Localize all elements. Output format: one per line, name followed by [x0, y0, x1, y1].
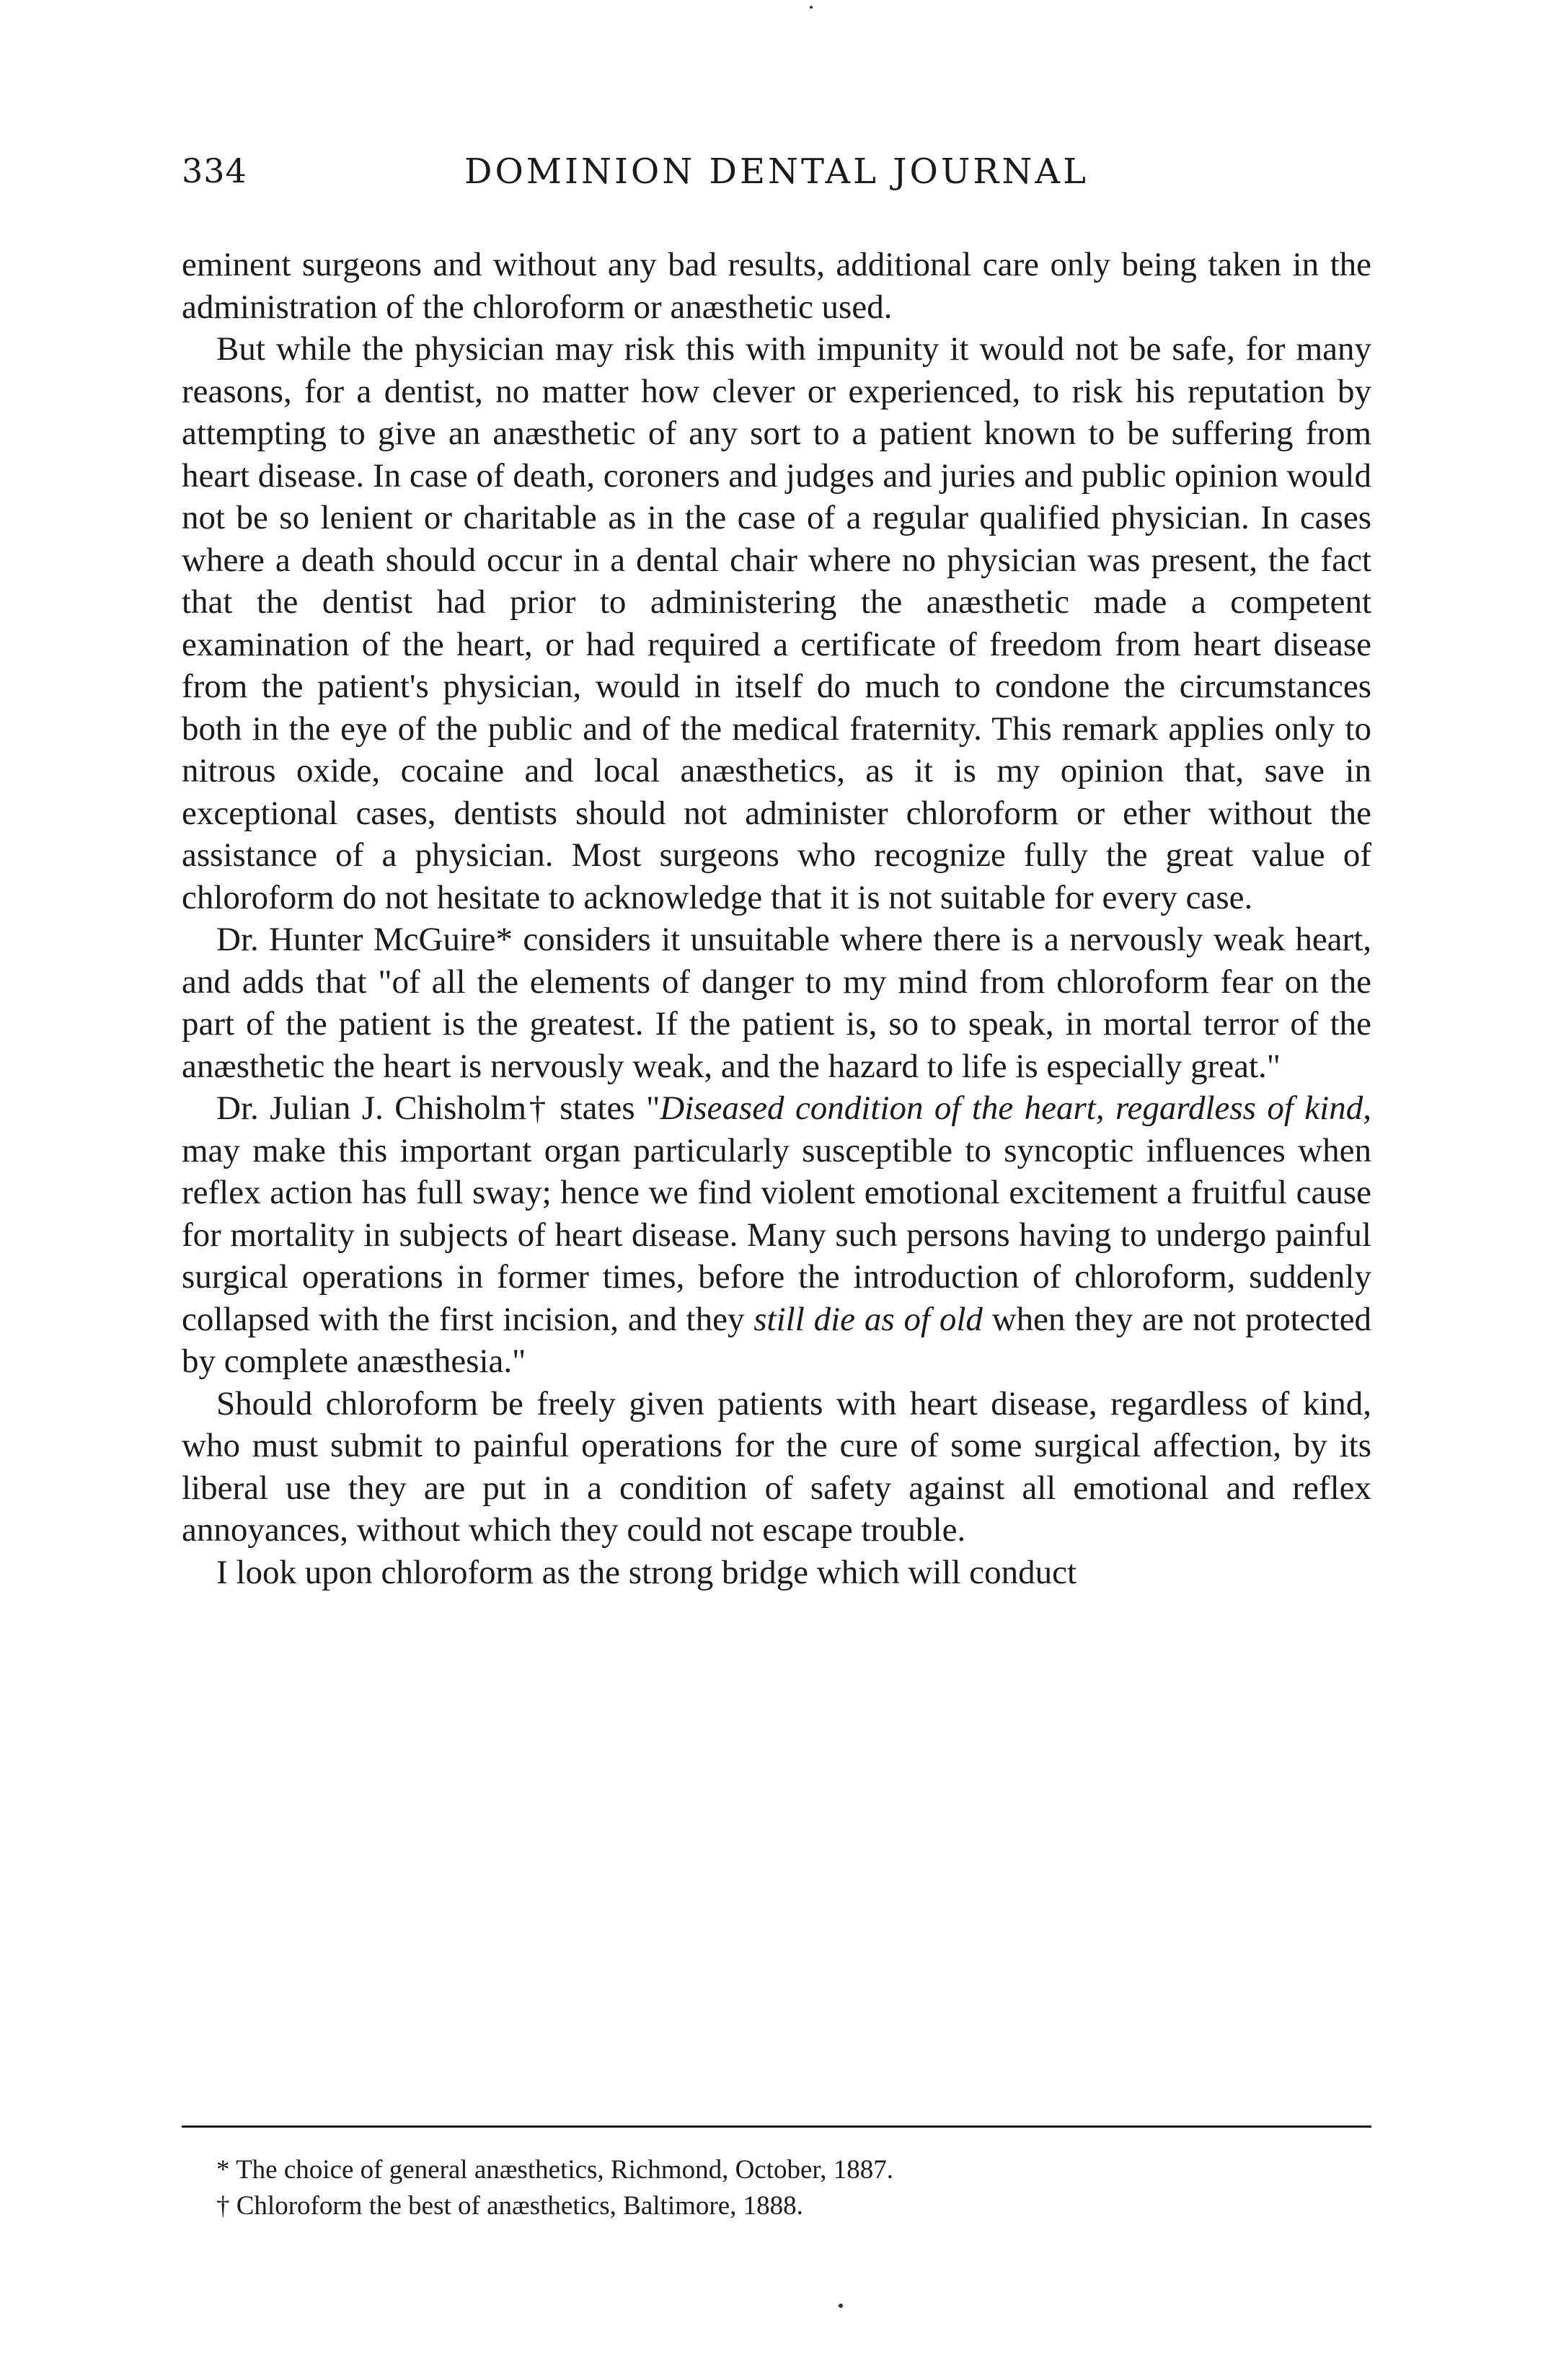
chisholm-italic-condition: Diseased condition of the heart, regardless of kind,: [660, 1089, 1371, 1127]
article-body: [182, 244, 1371, 1593]
paragraph-dentist-risk: But while the physician may risk this with impunity it would not be safe, for many reasons, for a dentist, no matter how clever or experienced, to risk his reputation by attempting to give an anæsthetic of any sort to a patient known to be suffering from heart disease. In case of death, coroners and judges and juries and public opinion would not be so lenient or charitable as in the case of a regular qualified physician. In cases where a death should occur in a dental chair where no physician was present, the fact that the dentist had prior to administering the anæsthetic made a competent examination of the heart, or had required a certificate of freedom from heart disease from the patient's physician, would in itself do much to condone the circumstances both in the eye of the public and of the medical fraternity. This remark applies only to nitrous oxide, cocaine and local anæsthetics, as it is my opinion that, save in exceptional cases, dentists should not administer chloroform or ether without the assistance of a physician. Most surgeons who recognize fully the great value of chloroform do not hesitate to acknowledge that it is not suitable for every case.: [182, 330, 1371, 916]
page-header: [182, 151, 1371, 202]
paragraph-bridge: I look upon chloroform as the strong bridge which will conduct: [216, 1553, 1077, 1591]
chisholm-italic-still-die: still die as of old: [753, 1300, 983, 1338]
scan-speck: [839, 2304, 843, 2308]
chisholm-lead: Dr. Julian J. Chisholm† states ": [216, 1089, 660, 1127]
footnotes: [216, 2152, 1334, 2224]
chisholm-middle: may make this important organ particularly susceptible to syncoptic influences when reflex action has full sway; hence we find violent emotional excitement a fruitful cause for mortality in subjects of heart disease. Many such persons having to undergo painful surgical operations in former times, before the introduction of chloroform, suddenly collapsed with the first incision, and they: [182, 1131, 1371, 1338]
footnote-chisholm: † Chloroform the best of anæsthetics, Baltimore, 1888.: [216, 2191, 803, 2221]
paragraph-chisholm: [182, 1087, 1371, 1383]
chisholm-tail: when they are not protected by complete anæsthesia.": [182, 1300, 1371, 1380]
paragraph-free-chloroform: Should chloroform be freely given patients with heart disease, regardless of kind, who must submit to painful operations for the cure of some surgical affection, by its liberal use they are put in a condition of safety against all emotional and reflex annoyances, without which they could not escape trouble.: [182, 1384, 1371, 1549]
footnote-mcguire: * The choice of general anæsthetics, Richmond, October, 1887.: [216, 2155, 894, 2185]
page-number: 334: [182, 151, 247, 190]
paragraph-continuation: eminent surgeons and without any bad results, additional care only being taken in the administration of the chloroform or anæsthetic used.: [182, 246, 1371, 326]
paragraph-mcguire: Dr. Hunter McGuire* considers it unsuitable where there is a nervously weak heart, and adds that "of all the elements of danger to my mind from chloroform fear on the part of the patient is the greatest. If the patient is, so to speak, in mortal terror of the anæsthetic the heart is nervously weak, and the hazard to life is especially great.": [182, 921, 1371, 1085]
footnote-divider: [182, 2125, 1371, 2128]
scan-speck: [810, 6, 813, 9]
running-title: DOMINION DENTAL JOURNAL: [464, 151, 1089, 192]
